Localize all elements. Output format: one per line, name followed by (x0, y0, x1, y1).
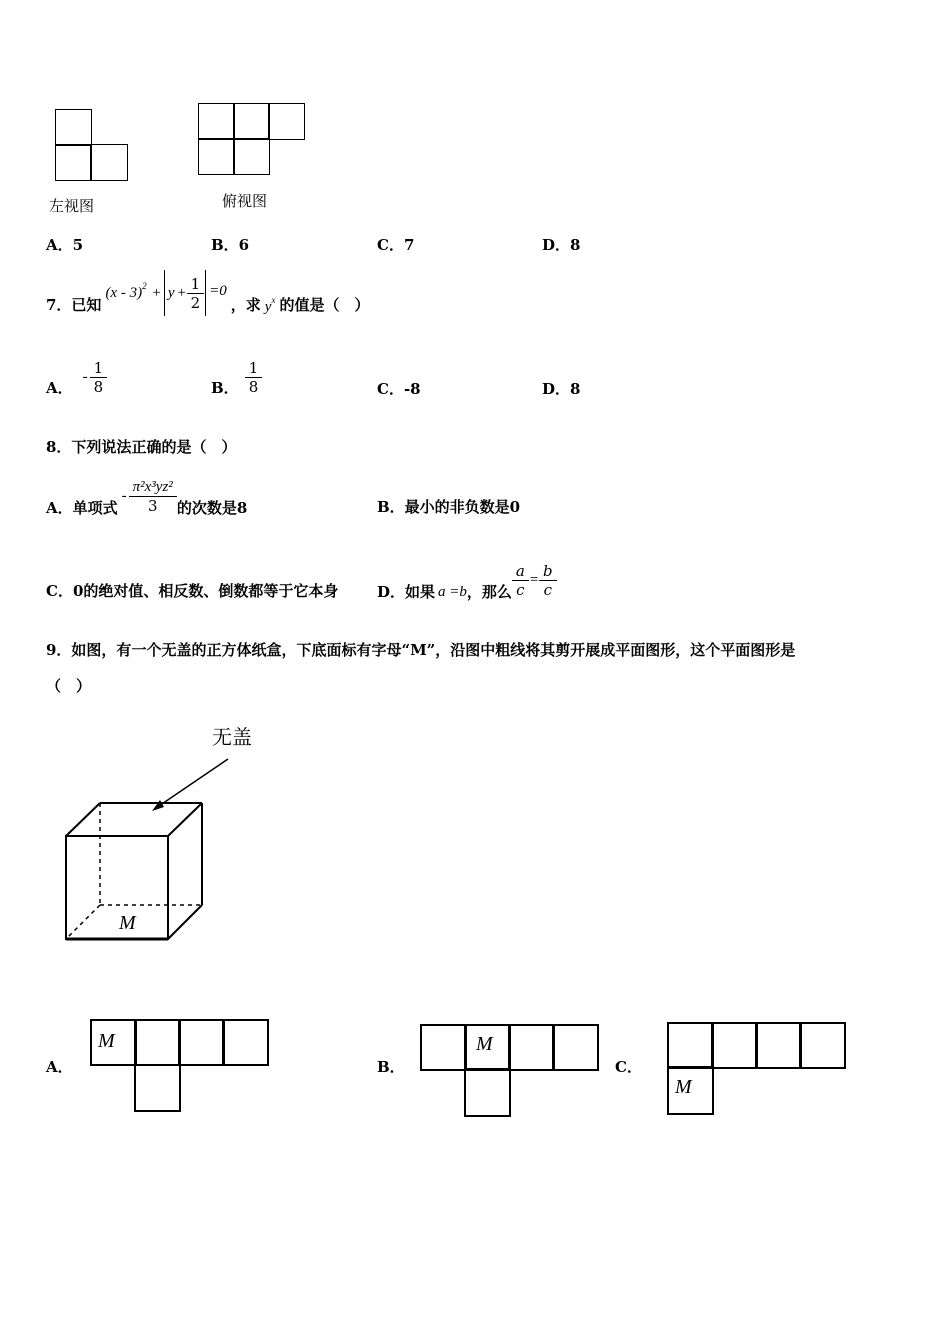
q8-option-d-a: a (515, 561, 525, 580)
cube-letter: M (119, 912, 136, 934)
left-view-square (55, 109, 92, 146)
q7-option-b[interactable] (211, 354, 260, 400)
top-view-square (198, 103, 235, 140)
no-lid-label: 无盖 (212, 725, 252, 749)
net-square (464, 1068, 511, 1117)
arrow-line (156, 759, 228, 808)
top-edge (168, 803, 202, 836)
q7-expr-left: (x - 3) (105, 284, 143, 301)
q8-option-d-fraction-a (514, 562, 527, 599)
q9-option-c-label[interactable]: C． (615, 1058, 642, 1076)
q7-plus2: + (176, 284, 187, 301)
hidden-edge (66, 905, 100, 939)
q8-option-a[interactable] (46, 472, 247, 520)
q8-option-a-den: 3 (147, 496, 158, 515)
q7-prefix: 7．已知 (46, 296, 102, 314)
q8-option-d-c1: c (516, 580, 525, 599)
left-view-square (90, 144, 128, 181)
q7-plus: + (152, 284, 161, 301)
q7-option-b-den: 8 (248, 377, 259, 396)
q7-stem (46, 268, 369, 318)
q7-option-a-label: A． (46, 379, 73, 397)
left-view-square (55, 144, 92, 181)
q7-option-b-num: 1 (248, 358, 259, 377)
q7-mid: ，求 (230, 296, 261, 314)
q9-option-b-label[interactable]: B． (377, 1058, 405, 1076)
q8-option-d-label: D．如果 (377, 583, 436, 601)
net-letter: M (98, 1030, 115, 1052)
q8-option-d-c2: c (543, 580, 552, 599)
net-square (134, 1064, 181, 1112)
q8-option-d-b: b (542, 561, 553, 580)
q7-option-a-num: 1 (93, 358, 104, 377)
q8-option-a-num: π²x³yz² (132, 478, 173, 495)
net-square (178, 1019, 225, 1066)
q8-option-a-label: A．单项式 (46, 499, 118, 517)
q7-y-base: y (264, 298, 272, 315)
net-square (420, 1024, 467, 1071)
q8-option-a-sign: - (121, 487, 127, 504)
left-view-label: 左视图 (49, 197, 95, 215)
net-square (667, 1022, 714, 1069)
q8-option-d-eqsign: = (528, 571, 539, 588)
net-square (508, 1024, 555, 1071)
q8-option-b[interactable]: B．最小的非负数是0 (377, 498, 521, 516)
q7-expression (105, 281, 160, 302)
right-edge (168, 905, 202, 939)
q8-option-d-mid: ，那么 (466, 583, 512, 601)
q7-power (265, 295, 276, 316)
q8-option-c[interactable]: C．0的绝对值、相反数、倒数都等于它本身 (46, 582, 339, 600)
net-square (755, 1022, 802, 1069)
top-view-square (198, 138, 235, 175)
q7-abs-value (164, 270, 206, 316)
top-view-square (233, 138, 270, 175)
top-view-square (268, 103, 305, 140)
q6-option-c[interactable]: C．7 (377, 236, 415, 254)
net-square (222, 1019, 269, 1066)
q8-option-a-suffix: 的次数是8 (176, 499, 248, 517)
q7-option-a-sign: - (82, 368, 88, 385)
q8-stem: 8．下列说法正确的是（ ） (46, 438, 237, 456)
q8-option-d[interactable] (377, 556, 555, 604)
q6-option-a[interactable]: A．5 (46, 236, 84, 254)
q6-option-b[interactable]: B．6 (211, 236, 250, 254)
q7-half-den: 2 (190, 293, 201, 312)
q7-half-fraction (189, 275, 203, 312)
q6-option-d[interactable]: D．8 (542, 236, 581, 254)
q8-option-d-eq: a =b (438, 583, 467, 600)
q7-exp2: 2 (142, 280, 147, 291)
net-square (134, 1019, 181, 1066)
q7-option-d[interactable]: D．8 (542, 380, 581, 398)
q9-stem-line2: （ ） (46, 677, 92, 695)
q7-x-exp: x (271, 294, 276, 305)
top-edge (66, 803, 100, 836)
top-view-square (233, 103, 270, 140)
q7-option-b-fraction (247, 359, 261, 396)
top-view-label: 俯视图 (222, 192, 268, 210)
cube-figure (50, 750, 270, 950)
q7-option-a[interactable] (46, 354, 105, 400)
q7-suffix: 的值是（ ） (279, 296, 370, 314)
net-square (552, 1024, 599, 1071)
q7-option-b-label: B． (211, 379, 239, 397)
net-letter: M (675, 1076, 692, 1098)
q7-eq-zero: =0 (209, 282, 227, 299)
q9-stem-line1: 9．如图，有一个无盖的正方体纸盒，下底面标有字母“M”，沿图中粗线将其剪开展成平面图形，这个平面图形是 (46, 641, 796, 659)
q8-option-d-fraction-b (541, 562, 555, 599)
q7-option-c[interactable]: C．-8 (377, 380, 421, 398)
net-square (711, 1022, 758, 1069)
net-letter: M (476, 1033, 493, 1055)
q7-option-a-fraction (92, 359, 106, 396)
net-square (799, 1022, 846, 1069)
q7-y: y (167, 284, 175, 301)
q7-half-num: 1 (190, 274, 201, 293)
q8-option-a-fraction (131, 478, 175, 515)
q7-option-a-den: 8 (93, 377, 104, 396)
arrow-head (152, 800, 164, 811)
q9-option-a-label[interactable]: A． (46, 1058, 73, 1076)
